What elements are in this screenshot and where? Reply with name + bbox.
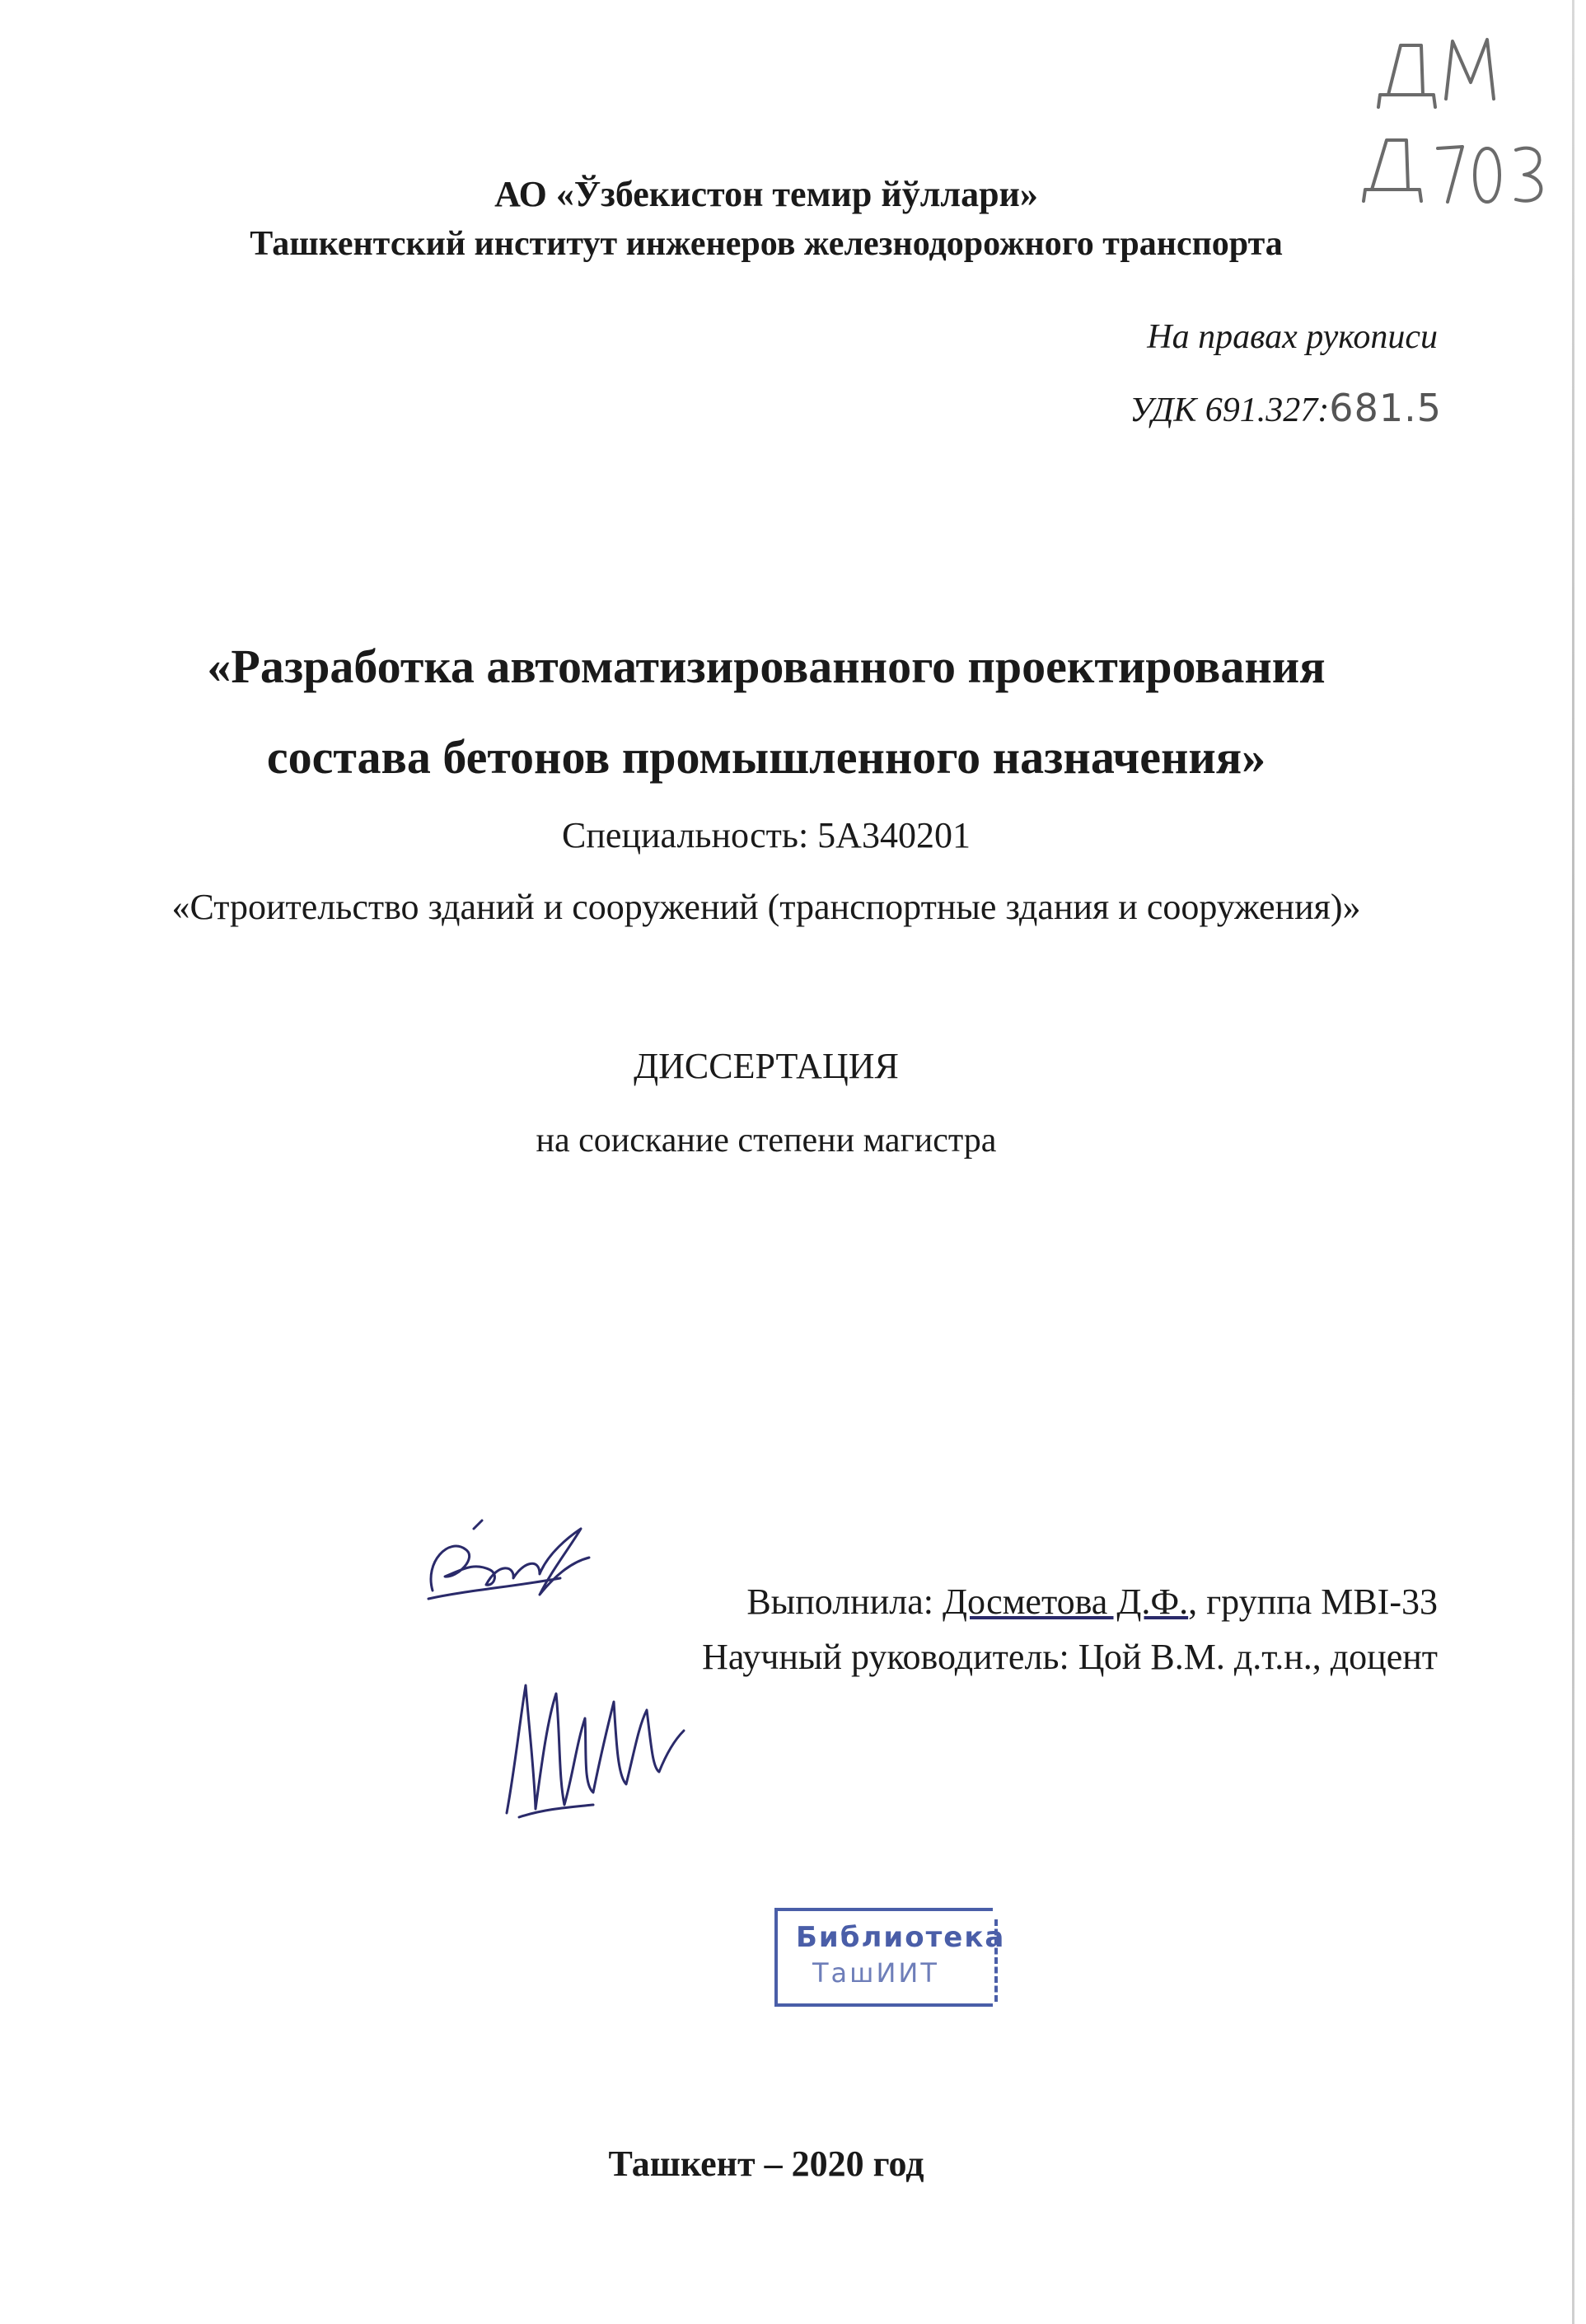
stamp-line-2: ТашИИТ — [812, 1957, 939, 1989]
udk-code — [1130, 386, 1442, 430]
degree-note: на соискание степени магистра — [536, 1122, 997, 1160]
stamp-line-1: Библиотека — [796, 1921, 1006, 1954]
author-signature — [416, 1512, 601, 1611]
author-name: Досметова Д.Ф. — [942, 1581, 1189, 1622]
specialty-code: Специальность: 5А340201 — [562, 815, 971, 855]
city-year: Ташкент – 2020 год — [608, 2144, 924, 2184]
author-group: , группа MBI-33 — [1188, 1581, 1438, 1622]
scan-edge-shadow — [1572, 0, 1574, 2324]
udk-handwritten: 681.5 — [1329, 386, 1442, 430]
document-type: ДИССЕРТАЦИЯ — [634, 1046, 899, 1086]
institute-name: Ташкентский институт инженеров железнодорожного транспорта — [250, 225, 1283, 263]
rights-note: На правах рукописи — [1147, 318, 1438, 356]
library-stamp — [774, 1908, 1006, 2007]
author-line — [746, 1581, 1438, 1623]
advisor-signature — [494, 1669, 692, 1821]
specialty-name: «Строительство зданий и сооружений (транспортные здания и сооружения)» — [171, 887, 1361, 927]
advisor-line: Научный руководитель: Цой В.М. д.т.н., доцент — [702, 1637, 1438, 1677]
udk-printed: УДК 691.327: — [1130, 391, 1330, 429]
stamp-edge — [994, 1919, 998, 2002]
corner-mark-text: ДМ Д 703 — [1355, 16, 1359, 17]
organization-name: АО «Ўзбекистон темир йўллари» — [494, 174, 1038, 214]
author-label: Выполнила: — [746, 1581, 943, 1622]
thesis-title-line-2: состава бетонов промышленного назначения» — [266, 730, 1266, 784]
thesis-title-line-1: «Разработка автоматизированного проектирования — [207, 640, 1326, 693]
